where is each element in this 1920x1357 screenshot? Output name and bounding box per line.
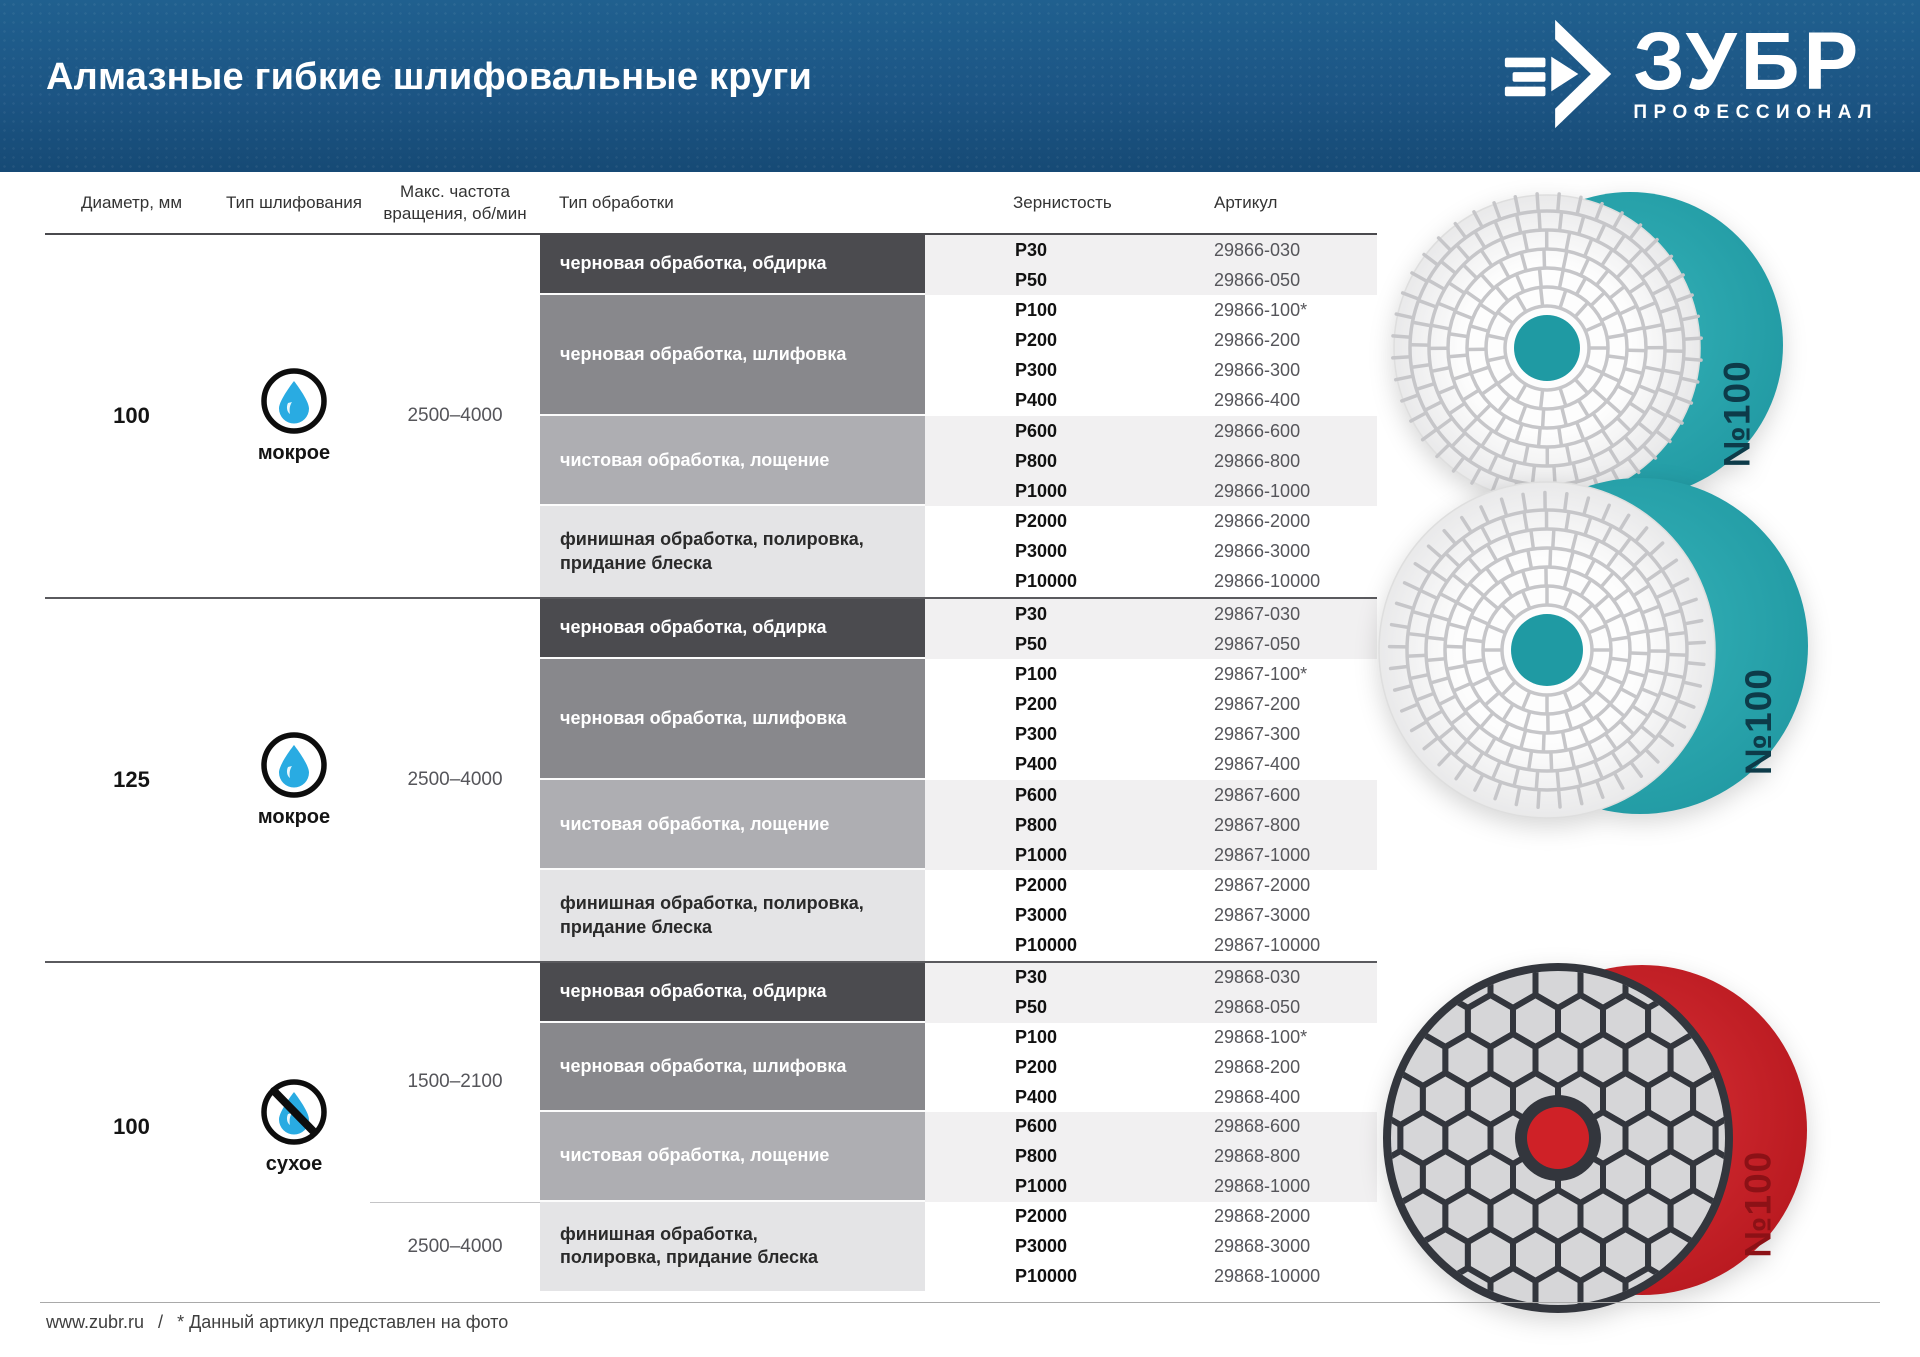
max-speed-value: 2500–4000 — [407, 404, 503, 426]
sku-value: 29867-030 — [1130, 599, 1377, 629]
grinding-type — [218, 963, 370, 1291]
grit-value: P3000 — [1015, 541, 1068, 562]
sku-value: 29866-600 — [1130, 416, 1377, 446]
footer-divider — [40, 1302, 1880, 1303]
processing-type: черновая обработка, шлифовка — [540, 295, 925, 416]
header-banner — [0, 0, 1920, 172]
disc-size-badge: №100 — [1716, 360, 1758, 468]
diameter-value: 125 — [113, 766, 150, 792]
sku-value: 29866-10000 — [1214, 571, 1321, 592]
grit-value: P200 — [1015, 694, 1058, 715]
column-header-max-speed: Макс. частота вращения, об/мин — [383, 182, 527, 223]
grit-value: P3000 — [1015, 1235, 1068, 1256]
grinding-type-label: мокрое — [257, 441, 331, 464]
column-header-diameter: Диаметр, мм — [80, 192, 183, 212]
grit-value: P400 — [1015, 1086, 1058, 1107]
product-image-disc-125-wet — [1375, 478, 1845, 823]
grit-value: P200 — [1015, 330, 1058, 351]
sku-value: 29867-3000 — [1214, 905, 1311, 926]
grit-value: P3000 — [1015, 905, 1068, 926]
sku-value: 29868-400 — [1214, 1086, 1301, 1107]
table-body — [45, 233, 1377, 1291]
grit-value: P100 — [1015, 299, 1058, 320]
brand-text — [1633, 15, 1878, 124]
product-block-2 — [45, 597, 1377, 961]
grit-value: P30 — [925, 963, 1130, 993]
sku-value: 29867-300 — [1214, 724, 1301, 745]
grit-value: P2000 — [1015, 1205, 1068, 1226]
sku-value: 29866-2000 — [1214, 511, 1311, 532]
grit-value: P2000 — [1015, 875, 1068, 896]
sku-value: 29867-400 — [1214, 754, 1301, 775]
grit-value: P600 — [925, 780, 1130, 810]
disc-size-badge: №100 — [1737, 1150, 1779, 1258]
product-block-3 — [45, 961, 1377, 1291]
footer — [46, 1312, 508, 1333]
grit-value: P50 — [925, 993, 1130, 1023]
sku-value: 29867-050 — [1130, 629, 1377, 659]
grit-value: P400 — [1015, 390, 1058, 411]
sku-value: 29866-030 — [1130, 235, 1377, 265]
grit-value: P1000 — [925, 476, 1130, 506]
processing-type: черновая обработка, шлифовка — [540, 1023, 925, 1112]
grit-value: P300 — [1015, 724, 1058, 745]
sku-value: 29866-400 — [1214, 390, 1301, 411]
processing-type: финишная обработка, полировка, придание блеска — [540, 1202, 925, 1291]
processing-type: черновая обработка, обдирка — [540, 963, 925, 1023]
sku-value: 29866-3000 — [1214, 541, 1311, 562]
sku-value: 29868-2000 — [1214, 1205, 1311, 1226]
table-header — [45, 172, 1377, 233]
sku-value: 29868-030 — [1130, 963, 1377, 993]
water-drop-icon — [260, 731, 328, 799]
footer-separator: / — [158, 1312, 164, 1332]
website-link[interactable]: www.zubr.ru — [46, 1312, 145, 1332]
grit-value: P1000 — [925, 840, 1130, 870]
max-speed-value: 2500–4000 — [407, 768, 503, 790]
grit-value: P2000 — [1015, 511, 1068, 532]
max-speed-value: 1500–2100 — [407, 1071, 503, 1093]
grit-value: P50 — [925, 629, 1130, 659]
column-header-processing: Тип обработки — [559, 192, 674, 212]
grit-value: P10000 — [1015, 935, 1078, 956]
grit-value: P800 — [925, 810, 1130, 840]
grit-value: P200 — [1015, 1056, 1058, 1077]
grit-value: P400 — [1015, 754, 1058, 775]
brand-name: ЗУБР — [1633, 15, 1863, 107]
sku-value: 29866-200 — [1214, 330, 1301, 351]
sku-value: 29868-600 — [1130, 1112, 1377, 1142]
diameter-value: 100 — [113, 402, 150, 428]
column-header-sku: Артикул — [1214, 192, 1278, 212]
sku-value: 29868-10000 — [1214, 1265, 1321, 1286]
processing-type: чистовая обработка, лощение — [540, 416, 925, 507]
processing-type: черновая обработка, обдирка — [540, 599, 925, 659]
grit-value: P30 — [925, 235, 1130, 265]
max-speed-value: 2500–4000 — [370, 1202, 540, 1291]
processing-type: финишная обработка, полировка, придание блеска — [540, 506, 925, 597]
sku-value: 29868-1000 — [1130, 1172, 1377, 1202]
product-image-disc-100-dry — [1380, 952, 1830, 1317]
grinding-type-label: мокрое — [257, 805, 331, 828]
column-header-grit: Зернистость — [1013, 192, 1112, 212]
zubr-logo-icon — [1501, 16, 1617, 132]
sku-value: 29867-10000 — [1214, 935, 1321, 956]
grit-value: P30 — [925, 599, 1130, 629]
sku-value: 29866-800 — [1130, 446, 1377, 476]
sku-value: 29868-3000 — [1214, 1235, 1311, 1256]
sku-value: 29867-1000 — [1130, 840, 1377, 870]
brand-subtitle: ПРОФЕССИОНАЛ — [1633, 102, 1878, 124]
grit-value: P10000 — [1015, 1265, 1078, 1286]
sku-value: 29868-050 — [1130, 993, 1377, 1023]
sku-value: 29866-050 — [1130, 265, 1377, 295]
processing-type: черновая обработка, шлифовка — [540, 659, 925, 780]
processing-type: чистовая обработка, лощение — [540, 780, 925, 871]
grit-value: P100 — [1015, 663, 1058, 684]
sku-value: 29867-100* — [1214, 663, 1308, 684]
product-block-1 — [45, 233, 1377, 597]
sku-value: 29868-800 — [1130, 1142, 1377, 1172]
grinding-type — [218, 235, 370, 597]
grit-value: P1000 — [925, 1172, 1130, 1202]
sku-value: 29867-600 — [1130, 780, 1377, 810]
grinding-type — [218, 599, 370, 961]
processing-type: черновая обработка, обдирка — [540, 235, 925, 295]
water-drop-icon — [260, 367, 328, 435]
sku-value: 29868-100* — [1214, 1027, 1308, 1048]
footnote: * Данный артикул представлен на фото — [177, 1312, 509, 1332]
diameter-value: 100 — [113, 1114, 150, 1139]
sku-value: 29868-200 — [1214, 1056, 1301, 1077]
processing-type: чистовая обработка, лощение — [540, 1112, 925, 1201]
sku-value: 29867-800 — [1130, 810, 1377, 840]
sku-value: 29867-2000 — [1214, 875, 1311, 896]
product-image-disc-100-wet — [1390, 190, 1810, 510]
water-drop-crossed-icon — [260, 1078, 328, 1146]
disc-size-badge: №100 — [1738, 668, 1780, 776]
grinding-type-label: сухое — [265, 1153, 323, 1175]
grit-value: P800 — [925, 1142, 1130, 1172]
sku-value: 29866-300 — [1214, 360, 1301, 381]
grit-value: P300 — [1015, 360, 1058, 381]
grit-value: P50 — [925, 265, 1130, 295]
column-header-grinding-type: Тип шлифования — [226, 192, 362, 212]
grit-value: P10000 — [1015, 571, 1078, 592]
processing-type: финишная обработка, полировка, придание блеска — [540, 870, 925, 961]
page-title: Алмазные гибкие шлифовальные круги — [46, 56, 813, 98]
grit-value: P600 — [925, 1112, 1130, 1142]
brand-logo — [1501, 16, 1878, 132]
sku-value: 29867-200 — [1214, 694, 1301, 715]
grit-value: P100 — [1015, 1027, 1058, 1048]
grit-value: P800 — [925, 446, 1130, 476]
grit-value: P600 — [925, 416, 1130, 446]
sku-value: 29866-100* — [1214, 299, 1308, 320]
sku-value: 29866-1000 — [1130, 476, 1377, 506]
